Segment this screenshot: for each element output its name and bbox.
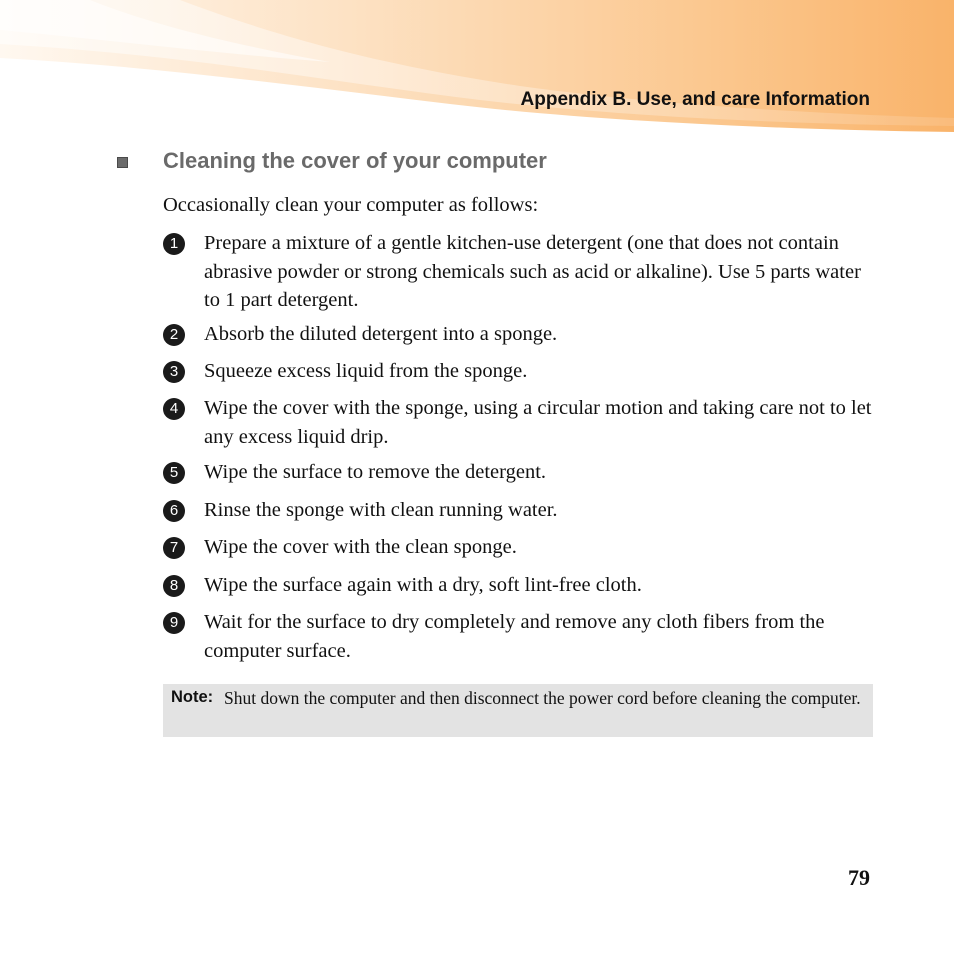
step-number-badge: 5 [163, 462, 185, 484]
running-header: Appendix B. Use, and care Information [520, 89, 870, 110]
section-title: Cleaning the cover of your computer [163, 148, 547, 173]
step-number-badge: 7 [163, 537, 185, 559]
step-number-badge: 4 [163, 398, 185, 420]
step-text: Wait for the surface to dry completely and remove any cloth fibers from the computer surface. [204, 611, 825, 662]
page-number: 79 [848, 865, 870, 890]
step-text: Wipe the cover with the sponge, using a circular motion and taking care not to let any excess liquid drip. [204, 397, 872, 448]
step-text: Wipe the cover with the clean sponge. [204, 536, 517, 558]
step-text: Rinse the sponge with clean running water. [204, 499, 558, 521]
step-number-badge: 6 [163, 500, 185, 522]
section-bullet-icon [117, 157, 128, 168]
intro-text: Occasionally clean your computer as follows: [163, 194, 539, 216]
step-number-badge: 1 [163, 233, 185, 255]
note-label: Note: [171, 688, 214, 706]
header-decorative-band [0, 0, 954, 140]
step-number-badge: 2 [163, 324, 185, 346]
step-text: Prepare a mixture of a gentle kitchen-use detergent (one that does not contain abrasive powder or strong chemicals such as acid or alkaline). Use 5 parts water to 1 part detergent. [204, 232, 861, 311]
step-text: Wipe the surface again with a dry, soft lint-free cloth. [204, 574, 642, 596]
step-number-badge: 9 [163, 612, 185, 634]
note-box [163, 684, 873, 737]
step-number-badge: 8 [163, 575, 185, 597]
step-text: Squeeze excess liquid from the sponge. [204, 360, 528, 382]
step-text: Absorb the diluted detergent into a sponge. [204, 323, 558, 345]
step-text: Wipe the surface to remove the detergent. [204, 461, 547, 483]
step-number-badge: 3 [163, 361, 185, 383]
note-text: Shut down the computer and then disconnect the power cord before cleaning the computer. [224, 688, 861, 708]
